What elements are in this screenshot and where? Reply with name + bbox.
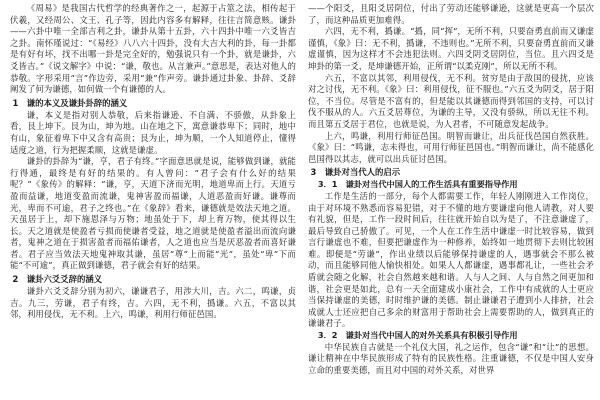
section-2-heading: 2 谦卦六爻爻辞的涵义 — [12, 274, 103, 285]
right-paragraph-2: 六四，无不利，撝谦。“撝，同“挥”，无所不利，只要奋勇直前而又谦虚谨慎，《象》曰：无不利，撝谦，不违则也。”无所不利，只要奋勇直前而又谦虚谨慎，因为这样才不会违犯法则。六四爻阴爻居阴位，当位。且六四爻是坤卦的第一爻，是坤谦德开始，正所谓“以柔克刚”，所以无所不利。 — [308, 26, 594, 71]
right-paragraph-1: ——个阳爻，且阳爻居阴位，付出了劳动还能够谦逊，这就是更高一个层次了，而这种品质更加难得。 — [308, 3, 594, 25]
section-3-2-paragraph: 中华民族自古就是一个礼仪大国，礼之运作，包含“谦”和“让”的思想。谦让精神在中华民族形成了特有的民族性格。注重谦德，不仅是中国人安身立命的重要美德，而且对中国的对外关系，对世界 — [308, 341, 594, 375]
section-3-heading: 3 谦卦对当代人的启示 — [310, 167, 401, 178]
right-column — [308, 3, 594, 400]
section-3-1-paragraph: 工作是生活的一部分，每个人都需要工作，年轻人刚刚进入工作岗位，由于对环境不熟悉而容易犯错，对于不懂的地方要谦虚向他人请教，对人要有礼貌，但是，工作一段时间后，往往就开始自以为是了，不注意谦虚了，最后导致自己骄傲了。可见，一个人在工作生活中谦虚一时比较容易，做到言行谦虚也不难，但要把谦虚作为一种修养，始终如一地贯彻下去则比较困难。即便是“劳谦”，作出业绩以后能够保持谦虚的人，遇事就会不那么被动，而且能够同他人愉快相处。如果人人都谦虚，遇事都礼让，一些社会矛盾就会随之化解，社会自然越来越和谐。人与人之间、人与自然之间更加和谐，社会更是如此，总有一天全面建成小康社会，工作中有成就的人士更应当保持谦虚的美德，时时维护谦的美德。制止谦谦君子遭到小人排挤，社会成就人士还应把自己多余的财富用于帮助社会上需要帮助的人，做到真正的谦谦君子。 — [308, 190, 594, 329]
right-paragraph-4: 上六，鸣谦，利用行师征邑国。明智而谦让，出兵征伐邑国自然获胜。《象》曰：“鸣谦，志未得也，可用行师征邑国也。”明智而谦让，尚不能感化邑国得以其志，就可以出兵征讨邑国。 — [308, 130, 594, 164]
intro-paragraph: 《周易》是我国古代哲学的经典著作之一，起源于占筮之法，相传起于伏羲，又经周公、文王、孔子等，因此内容多有解释，往往言简意赅。谦卦——六卦中唯一全部吉利之卦，谦卦从第十五卦，六十四卦中唯一六爻皆吉之卦。南怀瑾说过：“《易经》八八六十四卦，没有大吉大利的卦，每一卦都是有好有坏，找不出哪一卦是完全好的，勉强说只有一个卦，就是谦卦，六爻皆吉。”《说文解字》中说：“谦，敬也。从言兼声。”意思是，表达对他人的恭敬。字形采用“言”作边旁，采用“兼”作声旁。谦卦通过卦象、卦辞、爻辞阐发了何为谦德，如何做一个有谦德的人。 — [10, 3, 296, 95]
section-1-paragraph-1: 谦，本义是指对别人恭敬，后来指谦逊、不自满、不骄傲，从卦象上看，艮上坤下。艮为山，坤为地。山在地之下，寓意谦恭卑下；同时，地中有山，象征着卑下中又含有高贵；艮为止，坤为顺，一个人知道停止，懂得适度之道，行为把握柔顺，这就是谦虚。 — [10, 109, 296, 155]
section-2-paragraph-1: 谦卦六爻爻辞分别为初六，谦谦君子，用涉大川，吉。六二，鸣谦，贞吉。九三，劳谦，君子有终，吉。六四，无不利，撝谦。六五，不富以其邻，利用侵伐，无不利。上六，鸣谦，利用行师征邑国。 — [10, 286, 296, 320]
section-1-heading: 1 谦的本义及谦卦卦辞的涵义 — [12, 97, 128, 108]
left-column — [10, 3, 296, 400]
right-paragraph-3: 六五，不富以其邻，利用侵伐，无不利。贫穷是由于敌国的侵扰，应该对之讨伐，无不利。《象》曰：利用侵伐，征不服也。”六五爻为阴爻，居于阳位，不当位。尽管是不富有的，但是能以其谦德而得到邻国的支持，可以讨伐不服从的人。六五爻居尊位，为谦的主导，又没有骄纵，所以无往不利。而且第五爻居于君位，也就是说，为人君者，不可随意发起战争。 — [308, 72, 594, 129]
section-1-paragraph-2: 谦卦的卦辞为“谦，亨，君子有终。”字面意思就是说，能够做到谦，就能行得通，最终是有好的结果的。有人曾问：“君子会有什么好的结果呢？”《象传》的解释：“谦，亨，天道下济而光明，地道卑而上行。天道亏盈而益谦，地道变盈而流谦，鬼神害盈而福谦，人道恶盈而好谦。谦尊而光，卑而不可逾，君子之终也。”在《象辞》看来，谦德就是效法天地之道。天虽居于上，却下施恩泽与万物；地虽处于下，却上育万物，使其得以生长。天之道就是使盈者亏损而使谦者受益，地之道就是使盈者溢出而流向谦者，鬼神之道在于损害盈者而福佑谦者，人之道也应当是厌恶盈者而喜好谦者。君子应当效法天地鬼神取其谦，虽居“尊”上而能“光”，虽处“卑”下而能“不可逾”，真正做到谦德，君子就会有好的结果。 — [10, 156, 296, 271]
section-3-1-heading: 3．1 谦卦对当代中国人的工作生活具有重要指导作用 — [317, 179, 518, 190]
section-3-2-heading: 3．2 谦卦对当代中国人的对外关系具有积极引导作用 — [317, 330, 518, 341]
